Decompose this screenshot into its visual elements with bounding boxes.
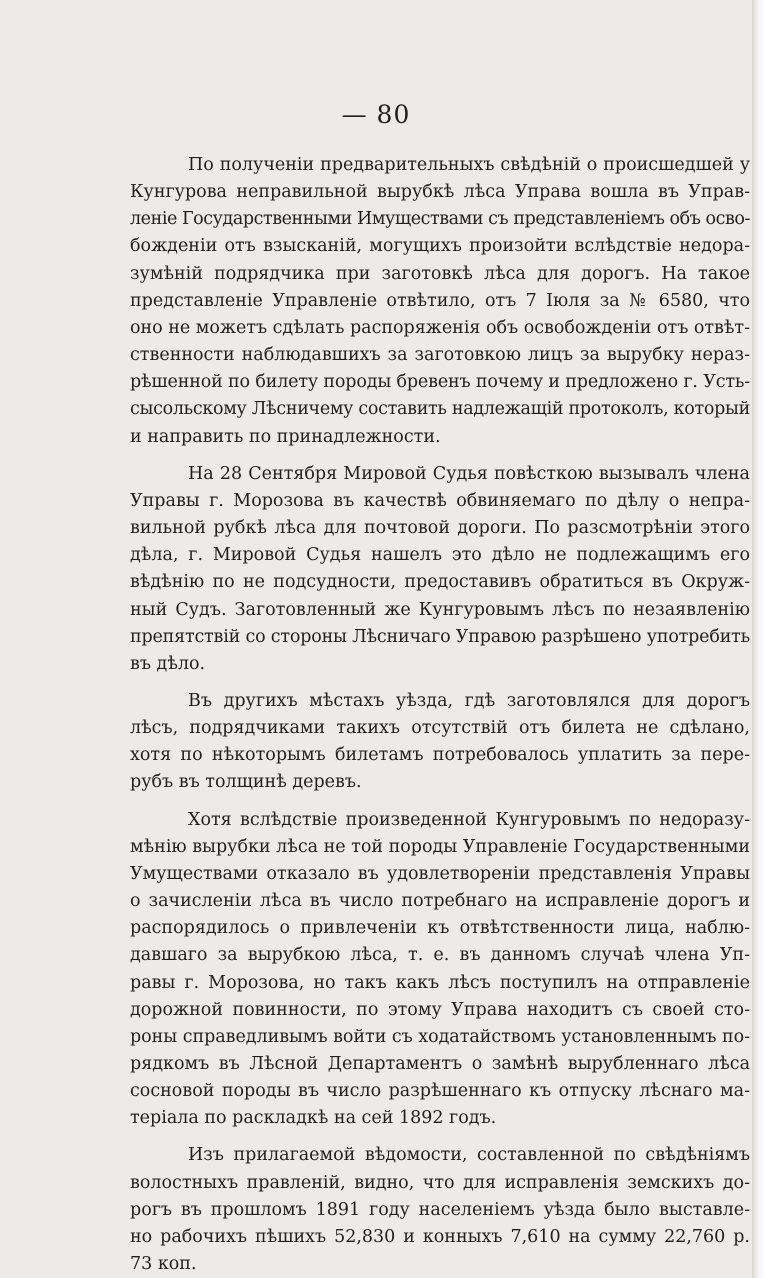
text-line: Умуществами отказало въ удовлетвореніи представленія Управы (130, 863, 750, 884)
text-line: оно не можетъ сдѣлать распоряженія объ освобожденіи отъ отвѣт- (130, 317, 750, 338)
text-line: въ дѣло. (130, 653, 206, 674)
text-line: ственности наблюдавшихъ за заготовкою лицъ за вырубку нераз- (130, 345, 750, 366)
text-line: теріала по раскладкѣ на сей 1892 годъ. (130, 1108, 497, 1129)
text-line: Хотя вслѣдствіе произведенной Кунгуровымъ по недоразу- (188, 809, 750, 830)
text-line: лѣсъ, подрядчиками такихъ отсутствій отъ билета не сдѣлано, (130, 718, 750, 739)
text-line: Въ другихъ мѣстахъ уѣзда, гдѣ заготовлялся для дорогъ (188, 690, 750, 711)
text-line: о зачисленіи лѣса въ число потребнаго на исправленіе дорогъ и (130, 891, 750, 912)
text-line: дорожной повинности, по этому Управа находитъ съ своей сто- (130, 999, 750, 1020)
text-line: Изъ прилагаемой вѣдомости, составленной по свѣдѣніямъ (188, 1145, 750, 1166)
text-line: 73 коп. (130, 1254, 197, 1275)
paragraph (130, 461, 750, 678)
paragraph (130, 1142, 750, 1278)
text-line: леніе Государственными Имуществами съ представленіемъ объ осво- (130, 209, 750, 230)
text-line: вильной рубкѣ лѣса для почтовой дороги. По разсмотрѣніи этого (130, 518, 750, 539)
text-line: мѣнію вырубки лѣса не той породы Управленіе Государственными (130, 836, 750, 857)
text-line: По полученіи предварительныхъ свѣдѣній о происшедшей у (188, 155, 750, 175)
text-line: распорядилось о привлеченіи къ отвѣтственности лица, наблю- (130, 918, 750, 939)
paragraph (130, 807, 750, 1133)
page-edge (752, 0, 765, 1278)
text-line: сысольскому Лѣсничему составить надлежащій протоколъ, который (130, 399, 750, 420)
text-line: вѣдѣнію по не подсудности, предоставивъ обратиться въ Окруж- (130, 572, 750, 593)
text-line: роны справедливымъ войти съ ходатайствомъ установленнымъ по- (130, 1026, 750, 1047)
text-line: На 28 Сентября Мировой Судья повѣсткою вызывалъ члена (188, 463, 750, 484)
text-line: препятствій со стороны Лѣсничаго Управою разрѣшено употребить (130, 626, 750, 647)
text-line: давшаго за вырубкою лѣса, т. е. въ данномъ случаѣ члена Уп- (130, 945, 750, 966)
text-line: божденіи отъ взысканій, могущихъ произойти вслѣдствіе недора- (130, 236, 750, 257)
text-line: рядкомъ въ Лѣсной Департаментъ о замѣнѣ вырубленнаго лѣса (130, 1054, 750, 1074)
body-text (130, 152, 750, 1278)
text-line: представленіе Управленіе отвѣтило, отъ 7 Іюля за № 6580, что (130, 290, 750, 311)
text-line: рубъ въ толщинѣ деревъ. (130, 772, 362, 793)
text-line: рогъ въ прошломъ 1891 году населеніемъ уѣзда было выставле- (130, 1199, 750, 1220)
text-line: сосновой породы въ число разрѣшеннаго къ отпуску лѣснаго ма- (130, 1081, 750, 1102)
text-line: рѣшенной по билету породы бревенъ почему и предложено г. Усть- (130, 372, 750, 393)
text-line: дѣла, г. Мировой Судья нашелъ это дѣло не подлежащимъ его (130, 545, 750, 566)
text-line: зумѣній подрядчика при заготовкѣ лѣса для дорогъ. На такое (130, 263, 750, 284)
paragraph (130, 152, 750, 451)
text-line: но рабочихъ пѣшихъ 52,830 и конныхъ 7,610 на сумму 22,760 р. (130, 1226, 750, 1247)
text-line: Управы г. Морозова въ качествѣ обвиняемаго по дѣлу о непра- (130, 490, 750, 511)
text-line: ный Судъ. Заготовленный же Кунгуровымъ лѣсъ по незаявленію (130, 599, 750, 620)
text-line: равы г. Морозова, но такъ какъ лѣсъ поступилъ на отправленіе (130, 972, 750, 993)
page-number: — 80 (341, 100, 411, 129)
paragraph (130, 688, 750, 797)
text-line: Кунгурова неправильной вырубкѣ лѣса Управа вошла въ Управ- (130, 182, 750, 203)
text-line: и направить по принадлежности. (130, 426, 441, 447)
text-line: хотя по нѣкоторымъ билетамъ потребовалось уплатить за пере- (130, 745, 750, 766)
text-line: волостныхъ правленій, видно, что для исправленія земскихъ до- (130, 1172, 750, 1193)
